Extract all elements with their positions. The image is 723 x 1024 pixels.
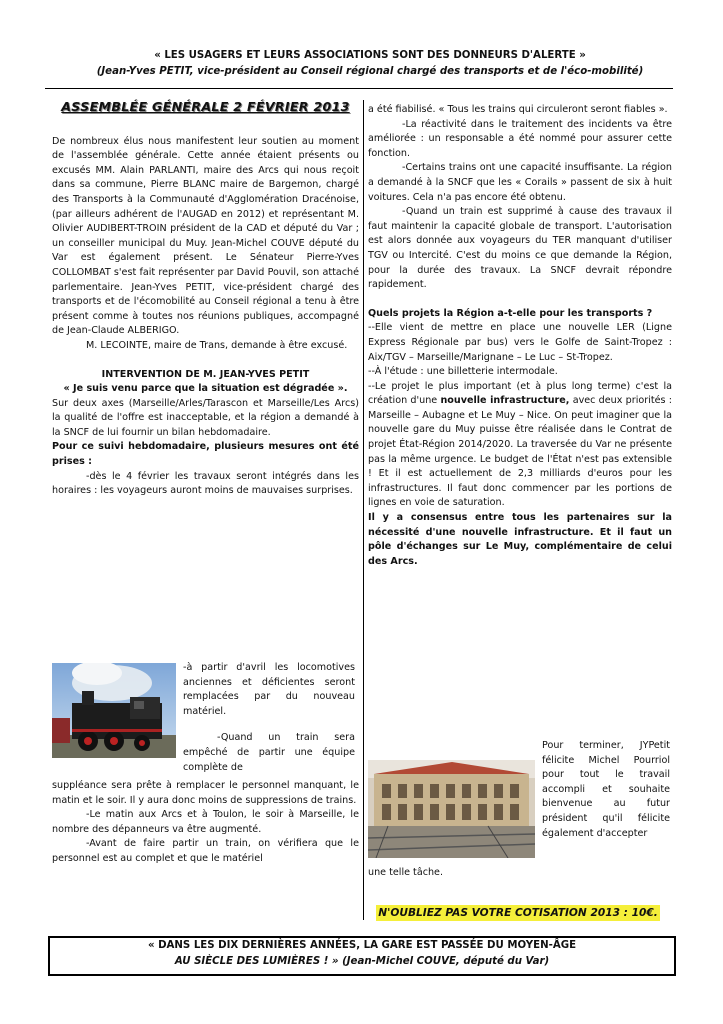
matin-paragraph: -Le matin aux Arcs et à Toulon, le soir à Marseille, le nombre des dépanneurs va être augmenté. [52, 809, 359, 835]
axes-paragraph: Sur deux axes (Marseille/Arles/Tarascon et Marseille/Les Arcs) la qualité de l'offre est inacceptable, et la région a demandé à la SNCF de lui fournir un bilan hebdomadaire. [52, 397, 359, 438]
tache-line: une telle tâche. [368, 867, 444, 878]
header-attribution: (Jean-Yves PETIT, vice-président au Conseil régional chargé des transports et de l'éco-mobilité) [96, 66, 644, 77]
terminer-paragraph: Pour terminer, JYPetit félicite Michel Pourriol pour tout le travail accompli et souhaite bienvenue au futur président qu'il félicite également d'accepter [542, 740, 670, 839]
capacite-paragraph: -Certains trains ont une capacité insuffisante. La région a demandé à la SNCF que les « Corails » passent de six à huit voitures. Cela n'a pas encore été obtenu. [368, 162, 672, 203]
intervention-quote: « Je suis venu parce que la situation est dégradée ». [63, 383, 348, 395]
column-divider [363, 100, 364, 920]
intervention-title: INTERVENTION DE M. JEAN-YVES PETIT [101, 368, 310, 380]
cotisation-reminder [368, 901, 668, 920]
right-column [368, 103, 672, 569]
lecointe-paragraph: M. LECOINTE, maire de Trans, demande à être excusé. [86, 339, 348, 351]
cotisation-text: N'OUBLIEZ PAS VOTRE COTISATION 2013 : 10€. [378, 907, 658, 919]
suivi-heading: Pour ce suivi hebdomadaire, plusieurs mesures ont été prises : [52, 441, 359, 468]
left-column [52, 100, 359, 499]
projet-text-bold: nouvelle infrastructure, [440, 395, 570, 407]
article-title: ASSEMBLÉE GÉNÉRALE 2 FÉVRIER 2013 [61, 99, 350, 114]
projet-text-c: avec deux priorités : Marseille – Aubagne et Le Muy – Nice. On peut imaginer que la nouvelle gare du Muy puisse être réalisée dans le Contrat de projet État-Région 2014/2020. La traversée du Var ne présente pas la même urgence. Le budget de l'État n'est pas extensible ! Et il est actuellement de 2,3 milliards d'euros pour les infrastructures. Il faut donc commencer par les portions de lignes en voie de saturation. [368, 395, 673, 509]
left-column-bottom [52, 779, 359, 867]
quand-paragraph-end: suppléance sera prête à remplacer le personnel manquant, le matin et le soir. Il y aura donc moins de suppressions de trains. [52, 780, 359, 806]
avril-block [183, 661, 355, 775]
supprime-paragraph: -Quand un train est supprimé à cause des travaux il faut maintenir la capacité globale de transport. L'autorisation est alors donnée aux voyageurs du TER manquant d'utiliser TGV ou Intercité. C'est du moins ce que demande la Région, pour la durée des travaux. La SNCF devrait répondre rapidement. [368, 206, 672, 291]
reactivite-paragraph: -La réactivité dans le traitement des incidents va être améliorée : un responsable a été nommé pour assurer cette fonction. [368, 118, 672, 159]
projet-paragraph [368, 380, 672, 511]
projets-heading: Quels projets la Région a-t-elle pour les transports ? [368, 307, 653, 319]
consensus-paragraph: Il y a consensus entre tous les partenaires sur la nécessité d'une nouvelle infrastructure. Et il faut un pôle d'échanges sur Le Muy, complémentaire de celui des Arcs. [368, 512, 672, 567]
etude-paragraph: --À l'étude : une billetterie intermodale. [368, 366, 558, 378]
top-rule [45, 88, 673, 89]
page-header [40, 48, 700, 80]
steam-locomotive-photo [52, 663, 176, 758]
header-quote: « LES USAGERS ET LEURS ASSOCIATIONS SONT DES DONNEURS D'ALERTE » [154, 50, 586, 61]
station-building-photo [368, 760, 535, 858]
fevrier-paragraph: -dès le 4 février les travaux seront intégrés dans les horaires : les voyageurs auront moins de mauvaises surprises. [52, 470, 359, 497]
avant-paragraph: -Avant de faire partir un train, on vérifiera que le personnel est au complet et que le matériel [52, 838, 359, 864]
projet-text-a: --Le projet le plus important (et à plus long terme) c'est la création d'une [368, 380, 672, 407]
ler-paragraph: --Elle vient de mettre en place une nouvelle LER (Ligne Express Régionale par bus) vers le Golfe de Saint-Tropez : Aix/TGV – Marseille/Marignane – Le Luc – St-Tropez. [368, 322, 672, 363]
avril-paragraph: -à partir d'avril les locomotives anciennes et déficientes seront remplacées par du nouveau matériel. [183, 662, 355, 717]
tache-block [368, 866, 668, 881]
footer-line-1: « DANS LES DIX DERNIÈRES ANNÉES, LA GARE EST PASSÉE DU MOYEN-ÂGE [147, 940, 577, 951]
terminer-block [542, 739, 670, 841]
fiabilise-paragraph: a été fiabilisé. « Tous les trains qui circuleront seront fiables ». [368, 104, 668, 115]
intro-paragraph: De nombreux élus nous manifestent leur soutien au moment de l'assemblée générale. Cette année étaient présents ou excusés MM. Alain PARLANTI, maire des Arcs qui nous reçoit dans sa commune, Pierre BLANC maire de Bargemon, chargé des Transports à la Communauté d'Agglomération Dracénoise, (par ailleurs adhérent de l'AUGAD en 2012) et représentant M. Olivier AUDIBERT-TROIN président de la CAD et député du Var ; un conseiller municipal du Muy. Jean-Michel COUVE député du Var est également présent. Le Sénateur Pierre-Yves COLLOMBAT s'est fait représenter par David Pouvil, son attaché parlementaire. Jean-Yves PETIT, vice-président chargé des transports et de l'écomobilité au Conseil régional a tenu à être présent comme à toutes nos réunions publiques, accompagné de Jean-Claude ALBERIGO. [52, 135, 359, 337]
quand-paragraph-start: -Quand un train sera empêché de partir une équipe complète de [183, 732, 355, 773]
footer-line-2: AU SIÈCLE DES LUMIÈRES ! » (Jean-Michel COUVE, député du Var) [174, 956, 550, 967]
footer-quote-box [48, 936, 676, 976]
